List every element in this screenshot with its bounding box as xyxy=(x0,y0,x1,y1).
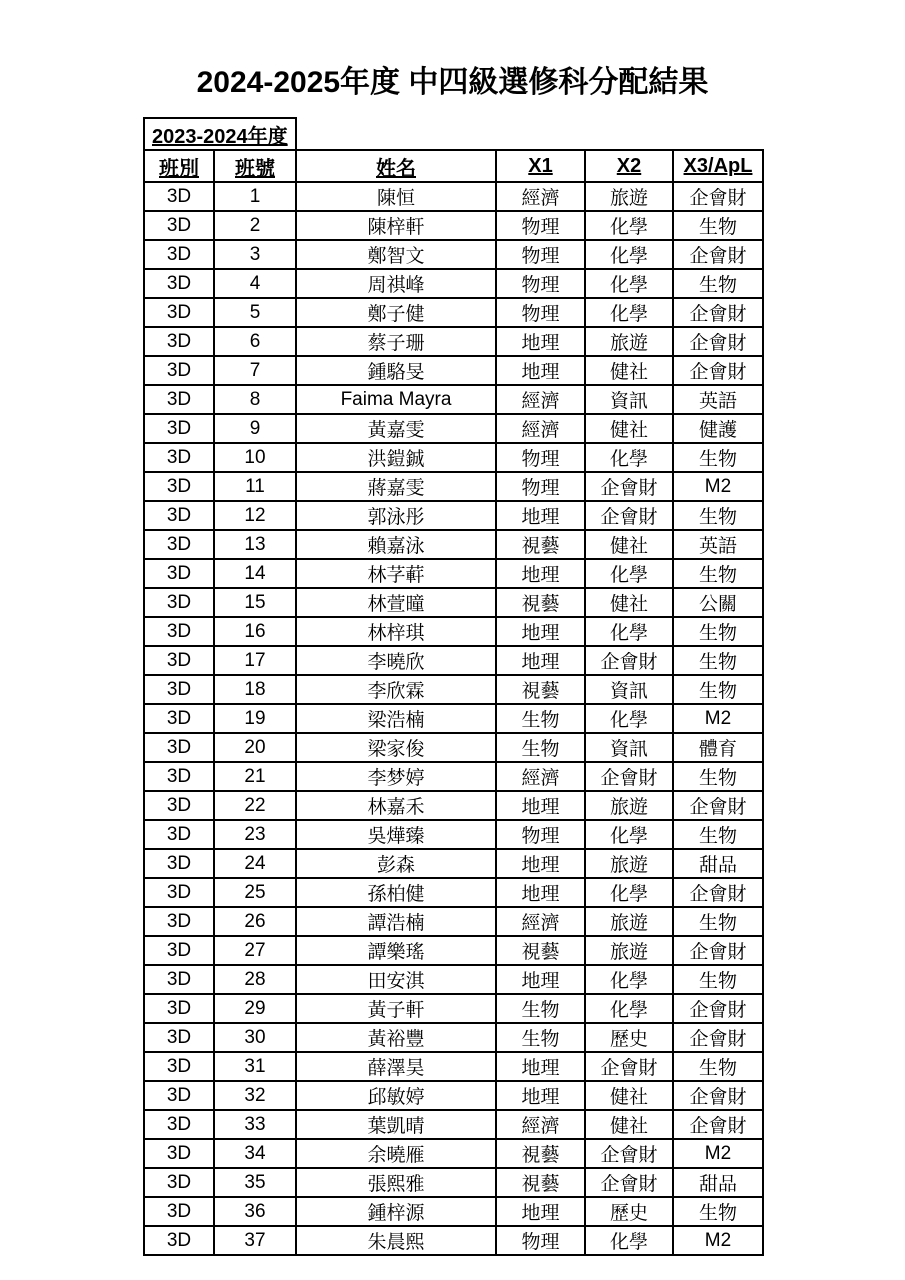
number-cell: 15 xyxy=(214,588,296,617)
x1-cell: 物理 xyxy=(496,820,585,849)
table-row xyxy=(144,704,763,733)
x1-cell: 視藝 xyxy=(496,936,585,965)
class-cell: 3D xyxy=(144,559,214,588)
x3-cell: M2 xyxy=(673,704,763,733)
allocation-table xyxy=(143,117,764,1256)
x2-cell: 化學 xyxy=(585,994,673,1023)
table-row xyxy=(144,1023,763,1052)
number-cell: 16 xyxy=(214,617,296,646)
number-cell: 19 xyxy=(214,704,296,733)
x2-cell: 健社 xyxy=(585,414,673,443)
number-cell: 36 xyxy=(214,1197,296,1226)
x3-cell: 生物 xyxy=(673,559,763,588)
table-row xyxy=(144,182,763,211)
x2-cell: 化學 xyxy=(585,559,673,588)
x3-cell: 企會財 xyxy=(673,182,763,211)
class-cell: 3D xyxy=(144,240,214,269)
x3-cell: 生物 xyxy=(673,965,763,994)
table-row xyxy=(144,269,763,298)
table-row xyxy=(144,965,763,994)
x3-cell: 生物 xyxy=(673,762,763,791)
x1-cell: 生物 xyxy=(496,733,585,762)
x2-cell: 化學 xyxy=(585,617,673,646)
x3-cell: 生物 xyxy=(673,617,763,646)
x1-cell: 地理 xyxy=(496,1197,585,1226)
x3-cell: 生物 xyxy=(673,269,763,298)
x2-cell: 化學 xyxy=(585,298,673,327)
x3-cell: 生物 xyxy=(673,1197,763,1226)
table-row xyxy=(144,298,763,327)
table-row xyxy=(144,472,763,501)
x3-cell: 生物 xyxy=(673,646,763,675)
x1-cell: 地理 xyxy=(496,1052,585,1081)
x2-cell: 旅遊 xyxy=(585,936,673,965)
number-cell: 33 xyxy=(214,1110,296,1139)
table-row xyxy=(144,936,763,965)
x3-cell: 英語 xyxy=(673,385,763,414)
x3-cell: 公關 xyxy=(673,588,763,617)
x3-cell: 生物 xyxy=(673,443,763,472)
class-cell: 3D xyxy=(144,356,214,385)
table-row xyxy=(144,820,763,849)
table-row xyxy=(144,385,763,414)
x3-cell: 企會財 xyxy=(673,791,763,820)
column-header-name: 姓名 xyxy=(296,150,496,182)
x2-cell: 企會財 xyxy=(585,1168,673,1197)
class-cell: 3D xyxy=(144,617,214,646)
table-row xyxy=(144,530,763,559)
name-cell: 蔡子珊 xyxy=(296,327,496,356)
number-cell: 17 xyxy=(214,646,296,675)
number-cell: 35 xyxy=(214,1168,296,1197)
name-cell: 李曉欣 xyxy=(296,646,496,675)
table-row xyxy=(144,1139,763,1168)
column-header-x2: X2 xyxy=(585,150,673,182)
number-cell: 27 xyxy=(214,936,296,965)
table-row xyxy=(144,762,763,791)
table-row xyxy=(144,414,763,443)
x1-cell: 物理 xyxy=(496,472,585,501)
column-header-x3: X3/ApL xyxy=(673,150,763,182)
x2-cell: 企會財 xyxy=(585,472,673,501)
number-cell: 24 xyxy=(214,849,296,878)
x2-cell: 歷史 xyxy=(585,1023,673,1052)
x2-cell: 旅遊 xyxy=(585,327,673,356)
number-cell: 7 xyxy=(214,356,296,385)
class-cell: 3D xyxy=(144,530,214,559)
name-cell: 田安淇 xyxy=(296,965,496,994)
class-cell: 3D xyxy=(144,646,214,675)
number-cell: 5 xyxy=(214,298,296,327)
x3-cell: 企會財 xyxy=(673,994,763,1023)
class-cell: 3D xyxy=(144,501,214,530)
x2-cell: 旅遊 xyxy=(585,849,673,878)
x2-cell: 健社 xyxy=(585,1081,673,1110)
x2-cell: 化學 xyxy=(585,443,673,472)
x2-cell: 化學 xyxy=(585,878,673,907)
x1-cell: 地理 xyxy=(496,327,585,356)
name-cell: 周祺峰 xyxy=(296,269,496,298)
name-cell: 李欣霖 xyxy=(296,675,496,704)
number-cell: 11 xyxy=(214,472,296,501)
class-cell: 3D xyxy=(144,936,214,965)
table-row xyxy=(144,1226,763,1255)
number-cell: 21 xyxy=(214,762,296,791)
x2-cell: 化學 xyxy=(585,269,673,298)
x2-cell: 企會財 xyxy=(585,762,673,791)
x3-cell: 英語 xyxy=(673,530,763,559)
x2-cell: 企會財 xyxy=(585,1052,673,1081)
name-cell: 鄭智文 xyxy=(296,240,496,269)
number-cell: 26 xyxy=(214,907,296,936)
name-cell: 李梦婷 xyxy=(296,762,496,791)
number-cell: 1 xyxy=(214,182,296,211)
table-row xyxy=(144,675,763,704)
number-cell: 29 xyxy=(214,994,296,1023)
x1-cell: 地理 xyxy=(496,849,585,878)
column-header-number: 班號 xyxy=(214,150,296,182)
number-cell: 20 xyxy=(214,733,296,762)
x3-cell: 健護 xyxy=(673,414,763,443)
x2-cell: 歷史 xyxy=(585,1197,673,1226)
x3-cell: 企會財 xyxy=(673,878,763,907)
class-cell: 3D xyxy=(144,878,214,907)
class-cell: 3D xyxy=(144,472,214,501)
table-row xyxy=(144,646,763,675)
x3-cell: 生物 xyxy=(673,501,763,530)
x2-cell: 健社 xyxy=(585,356,673,385)
name-cell: 張熙雅 xyxy=(296,1168,496,1197)
x1-cell: 物理 xyxy=(496,269,585,298)
x3-cell: 生物 xyxy=(673,675,763,704)
x1-cell: 視藝 xyxy=(496,588,585,617)
class-cell: 3D xyxy=(144,385,214,414)
name-cell: 梁浩楠 xyxy=(296,704,496,733)
number-cell: 25 xyxy=(214,878,296,907)
class-cell: 3D xyxy=(144,994,214,1023)
table-row xyxy=(144,907,763,936)
name-cell: 黃裕豐 xyxy=(296,1023,496,1052)
x2-cell: 化學 xyxy=(585,240,673,269)
table-row xyxy=(144,501,763,530)
x2-cell: 化學 xyxy=(585,211,673,240)
name-cell: 余曉雁 xyxy=(296,1139,496,1168)
number-cell: 34 xyxy=(214,1139,296,1168)
number-cell: 32 xyxy=(214,1081,296,1110)
x3-cell: 企會財 xyxy=(673,240,763,269)
name-cell: 葉凱晴 xyxy=(296,1110,496,1139)
class-cell: 3D xyxy=(144,327,214,356)
x1-cell: 經濟 xyxy=(496,762,585,791)
x2-cell: 健社 xyxy=(585,1110,673,1139)
table-body xyxy=(144,118,763,1255)
name-cell: 梁家俊 xyxy=(296,733,496,762)
name-cell: 蔣嘉雯 xyxy=(296,472,496,501)
x1-cell: 物理 xyxy=(496,1226,585,1255)
x2-cell: 資訊 xyxy=(585,385,673,414)
class-cell: 3D xyxy=(144,675,214,704)
x3-cell: 企會財 xyxy=(673,1110,763,1139)
year-row-filler xyxy=(296,118,763,150)
class-cell: 3D xyxy=(144,1139,214,1168)
x2-cell: 資訊 xyxy=(585,675,673,704)
number-cell: 30 xyxy=(214,1023,296,1052)
x1-cell: 地理 xyxy=(496,559,585,588)
table-row xyxy=(144,356,763,385)
number-cell: 14 xyxy=(214,559,296,588)
name-cell: 吳燁臻 xyxy=(296,820,496,849)
column-header-class: 班別 xyxy=(144,150,214,182)
table-row xyxy=(144,327,763,356)
x1-cell: 物理 xyxy=(496,298,585,327)
x1-cell: 視藝 xyxy=(496,675,585,704)
table-row xyxy=(144,588,763,617)
table-row xyxy=(144,1168,763,1197)
class-cell: 3D xyxy=(144,762,214,791)
name-cell: 邱敏婷 xyxy=(296,1081,496,1110)
number-cell: 28 xyxy=(214,965,296,994)
x2-cell: 健社 xyxy=(585,530,673,559)
name-cell: 彭森 xyxy=(296,849,496,878)
table-row xyxy=(144,617,763,646)
x3-cell: 甜品 xyxy=(673,849,763,878)
column-header-x1: X1 xyxy=(496,150,585,182)
x2-cell: 化學 xyxy=(585,1226,673,1255)
number-cell: 9 xyxy=(214,414,296,443)
name-cell: 鄭子健 xyxy=(296,298,496,327)
x2-cell: 健社 xyxy=(585,588,673,617)
class-cell: 3D xyxy=(144,907,214,936)
name-cell: 林梓琪 xyxy=(296,617,496,646)
class-cell: 3D xyxy=(144,849,214,878)
table-row xyxy=(144,211,763,240)
name-cell: 郭泳彤 xyxy=(296,501,496,530)
number-cell: 18 xyxy=(214,675,296,704)
name-cell: 陳恒 xyxy=(296,182,496,211)
name-cell: 黃子軒 xyxy=(296,994,496,1023)
x2-cell: 旅遊 xyxy=(585,182,673,211)
x1-cell: 地理 xyxy=(496,1081,585,1110)
x1-cell: 地理 xyxy=(496,878,585,907)
x1-cell: 視藝 xyxy=(496,1168,585,1197)
x2-cell: 企會財 xyxy=(585,501,673,530)
number-cell: 12 xyxy=(214,501,296,530)
class-cell: 3D xyxy=(144,211,214,240)
class-cell: 3D xyxy=(144,791,214,820)
number-cell: 22 xyxy=(214,791,296,820)
x3-cell: M2 xyxy=(673,1226,763,1255)
year-label: 2023-2024年度 xyxy=(144,118,296,150)
x2-cell: 化學 xyxy=(585,820,673,849)
x2-cell: 企會財 xyxy=(585,646,673,675)
class-cell: 3D xyxy=(144,1197,214,1226)
x1-cell: 地理 xyxy=(496,356,585,385)
x3-cell: 企會財 xyxy=(673,327,763,356)
x3-cell: 甜品 xyxy=(673,1168,763,1197)
name-cell: 鍾駱旻 xyxy=(296,356,496,385)
x3-cell: 企會財 xyxy=(673,1023,763,1052)
x3-cell: 體育 xyxy=(673,733,763,762)
x1-cell: 經濟 xyxy=(496,1110,585,1139)
x1-cell: 物理 xyxy=(496,211,585,240)
number-cell: 4 xyxy=(214,269,296,298)
class-cell: 3D xyxy=(144,414,214,443)
class-cell: 3D xyxy=(144,704,214,733)
class-cell: 3D xyxy=(144,820,214,849)
class-cell: 3D xyxy=(144,1226,214,1255)
number-cell: 3 xyxy=(214,240,296,269)
x1-cell: 物理 xyxy=(496,443,585,472)
x1-cell: 生物 xyxy=(496,1023,585,1052)
name-cell: 林萱曈 xyxy=(296,588,496,617)
name-cell: 孫柏健 xyxy=(296,878,496,907)
x3-cell: 企會財 xyxy=(673,936,763,965)
class-cell: 3D xyxy=(144,1168,214,1197)
x2-cell: 旅遊 xyxy=(585,907,673,936)
x2-cell: 化學 xyxy=(585,965,673,994)
x1-cell: 視藝 xyxy=(496,530,585,559)
name-cell: 鍾梓源 xyxy=(296,1197,496,1226)
x3-cell: M2 xyxy=(673,1139,763,1168)
x1-cell: 地理 xyxy=(496,501,585,530)
table-row xyxy=(144,849,763,878)
name-cell: 陳梓軒 xyxy=(296,211,496,240)
x1-cell: 經濟 xyxy=(496,182,585,211)
name-cell: 林芓蓒 xyxy=(296,559,496,588)
name-cell: 薛澤昊 xyxy=(296,1052,496,1081)
table-row xyxy=(144,559,763,588)
table-row xyxy=(144,1081,763,1110)
table-row xyxy=(144,1110,763,1139)
x3-cell: M2 xyxy=(673,472,763,501)
class-cell: 3D xyxy=(144,1110,214,1139)
x2-cell: 化學 xyxy=(585,704,673,733)
class-cell: 3D xyxy=(144,1023,214,1052)
x1-cell: 經濟 xyxy=(496,385,585,414)
table-row xyxy=(144,1052,763,1081)
x3-cell: 生物 xyxy=(673,907,763,936)
x3-cell: 生物 xyxy=(673,211,763,240)
x2-cell: 旅遊 xyxy=(585,791,673,820)
name-cell: 林嘉禾 xyxy=(296,791,496,820)
page-title: 2024-2025年度 中四級選修科分配結果 xyxy=(196,66,709,99)
class-cell: 3D xyxy=(144,1052,214,1081)
x1-cell: 生物 xyxy=(496,704,585,733)
table-row xyxy=(144,240,763,269)
name-cell: Faima Mayra xyxy=(296,385,496,414)
class-cell: 3D xyxy=(144,269,214,298)
table-row xyxy=(144,994,763,1023)
x3-cell: 企會財 xyxy=(673,356,763,385)
class-cell: 3D xyxy=(144,1081,214,1110)
x3-cell: 企會財 xyxy=(673,298,763,327)
x3-cell: 生物 xyxy=(673,1052,763,1081)
class-cell: 3D xyxy=(144,588,214,617)
x1-cell: 物理 xyxy=(496,240,585,269)
number-cell: 8 xyxy=(214,385,296,414)
x1-cell: 經濟 xyxy=(496,907,585,936)
class-cell: 3D xyxy=(144,733,214,762)
x3-cell: 企會財 xyxy=(673,1081,763,1110)
name-cell: 譚樂瑤 xyxy=(296,936,496,965)
table-row xyxy=(144,1197,763,1226)
number-cell: 2 xyxy=(214,211,296,240)
table-row xyxy=(144,878,763,907)
class-cell: 3D xyxy=(144,443,214,472)
table-row xyxy=(144,733,763,762)
class-cell: 3D xyxy=(144,182,214,211)
x3-cell: 生物 xyxy=(673,820,763,849)
x1-cell: 地理 xyxy=(496,646,585,675)
x1-cell: 地理 xyxy=(496,965,585,994)
table-row xyxy=(144,443,763,472)
table-row xyxy=(144,791,763,820)
x2-cell: 企會財 xyxy=(585,1139,673,1168)
class-cell: 3D xyxy=(144,298,214,327)
name-cell: 洪鎧鋮 xyxy=(296,443,496,472)
number-cell: 10 xyxy=(214,443,296,472)
x1-cell: 生物 xyxy=(496,994,585,1023)
number-cell: 13 xyxy=(214,530,296,559)
x2-cell: 資訊 xyxy=(585,733,673,762)
header-row xyxy=(144,150,763,182)
name-cell: 黃嘉雯 xyxy=(296,414,496,443)
x1-cell: 地理 xyxy=(496,791,585,820)
x1-cell: 經濟 xyxy=(496,414,585,443)
number-cell: 23 xyxy=(214,820,296,849)
class-cell: 3D xyxy=(144,965,214,994)
name-cell: 譚浩楠 xyxy=(296,907,496,936)
x1-cell: 視藝 xyxy=(496,1139,585,1168)
number-cell: 37 xyxy=(214,1226,296,1255)
year-row xyxy=(144,118,763,150)
number-cell: 31 xyxy=(214,1052,296,1081)
x1-cell: 地理 xyxy=(496,617,585,646)
name-cell: 賴嘉泳 xyxy=(296,530,496,559)
name-cell: 朱晨熙 xyxy=(296,1226,496,1255)
number-cell: 6 xyxy=(214,327,296,356)
